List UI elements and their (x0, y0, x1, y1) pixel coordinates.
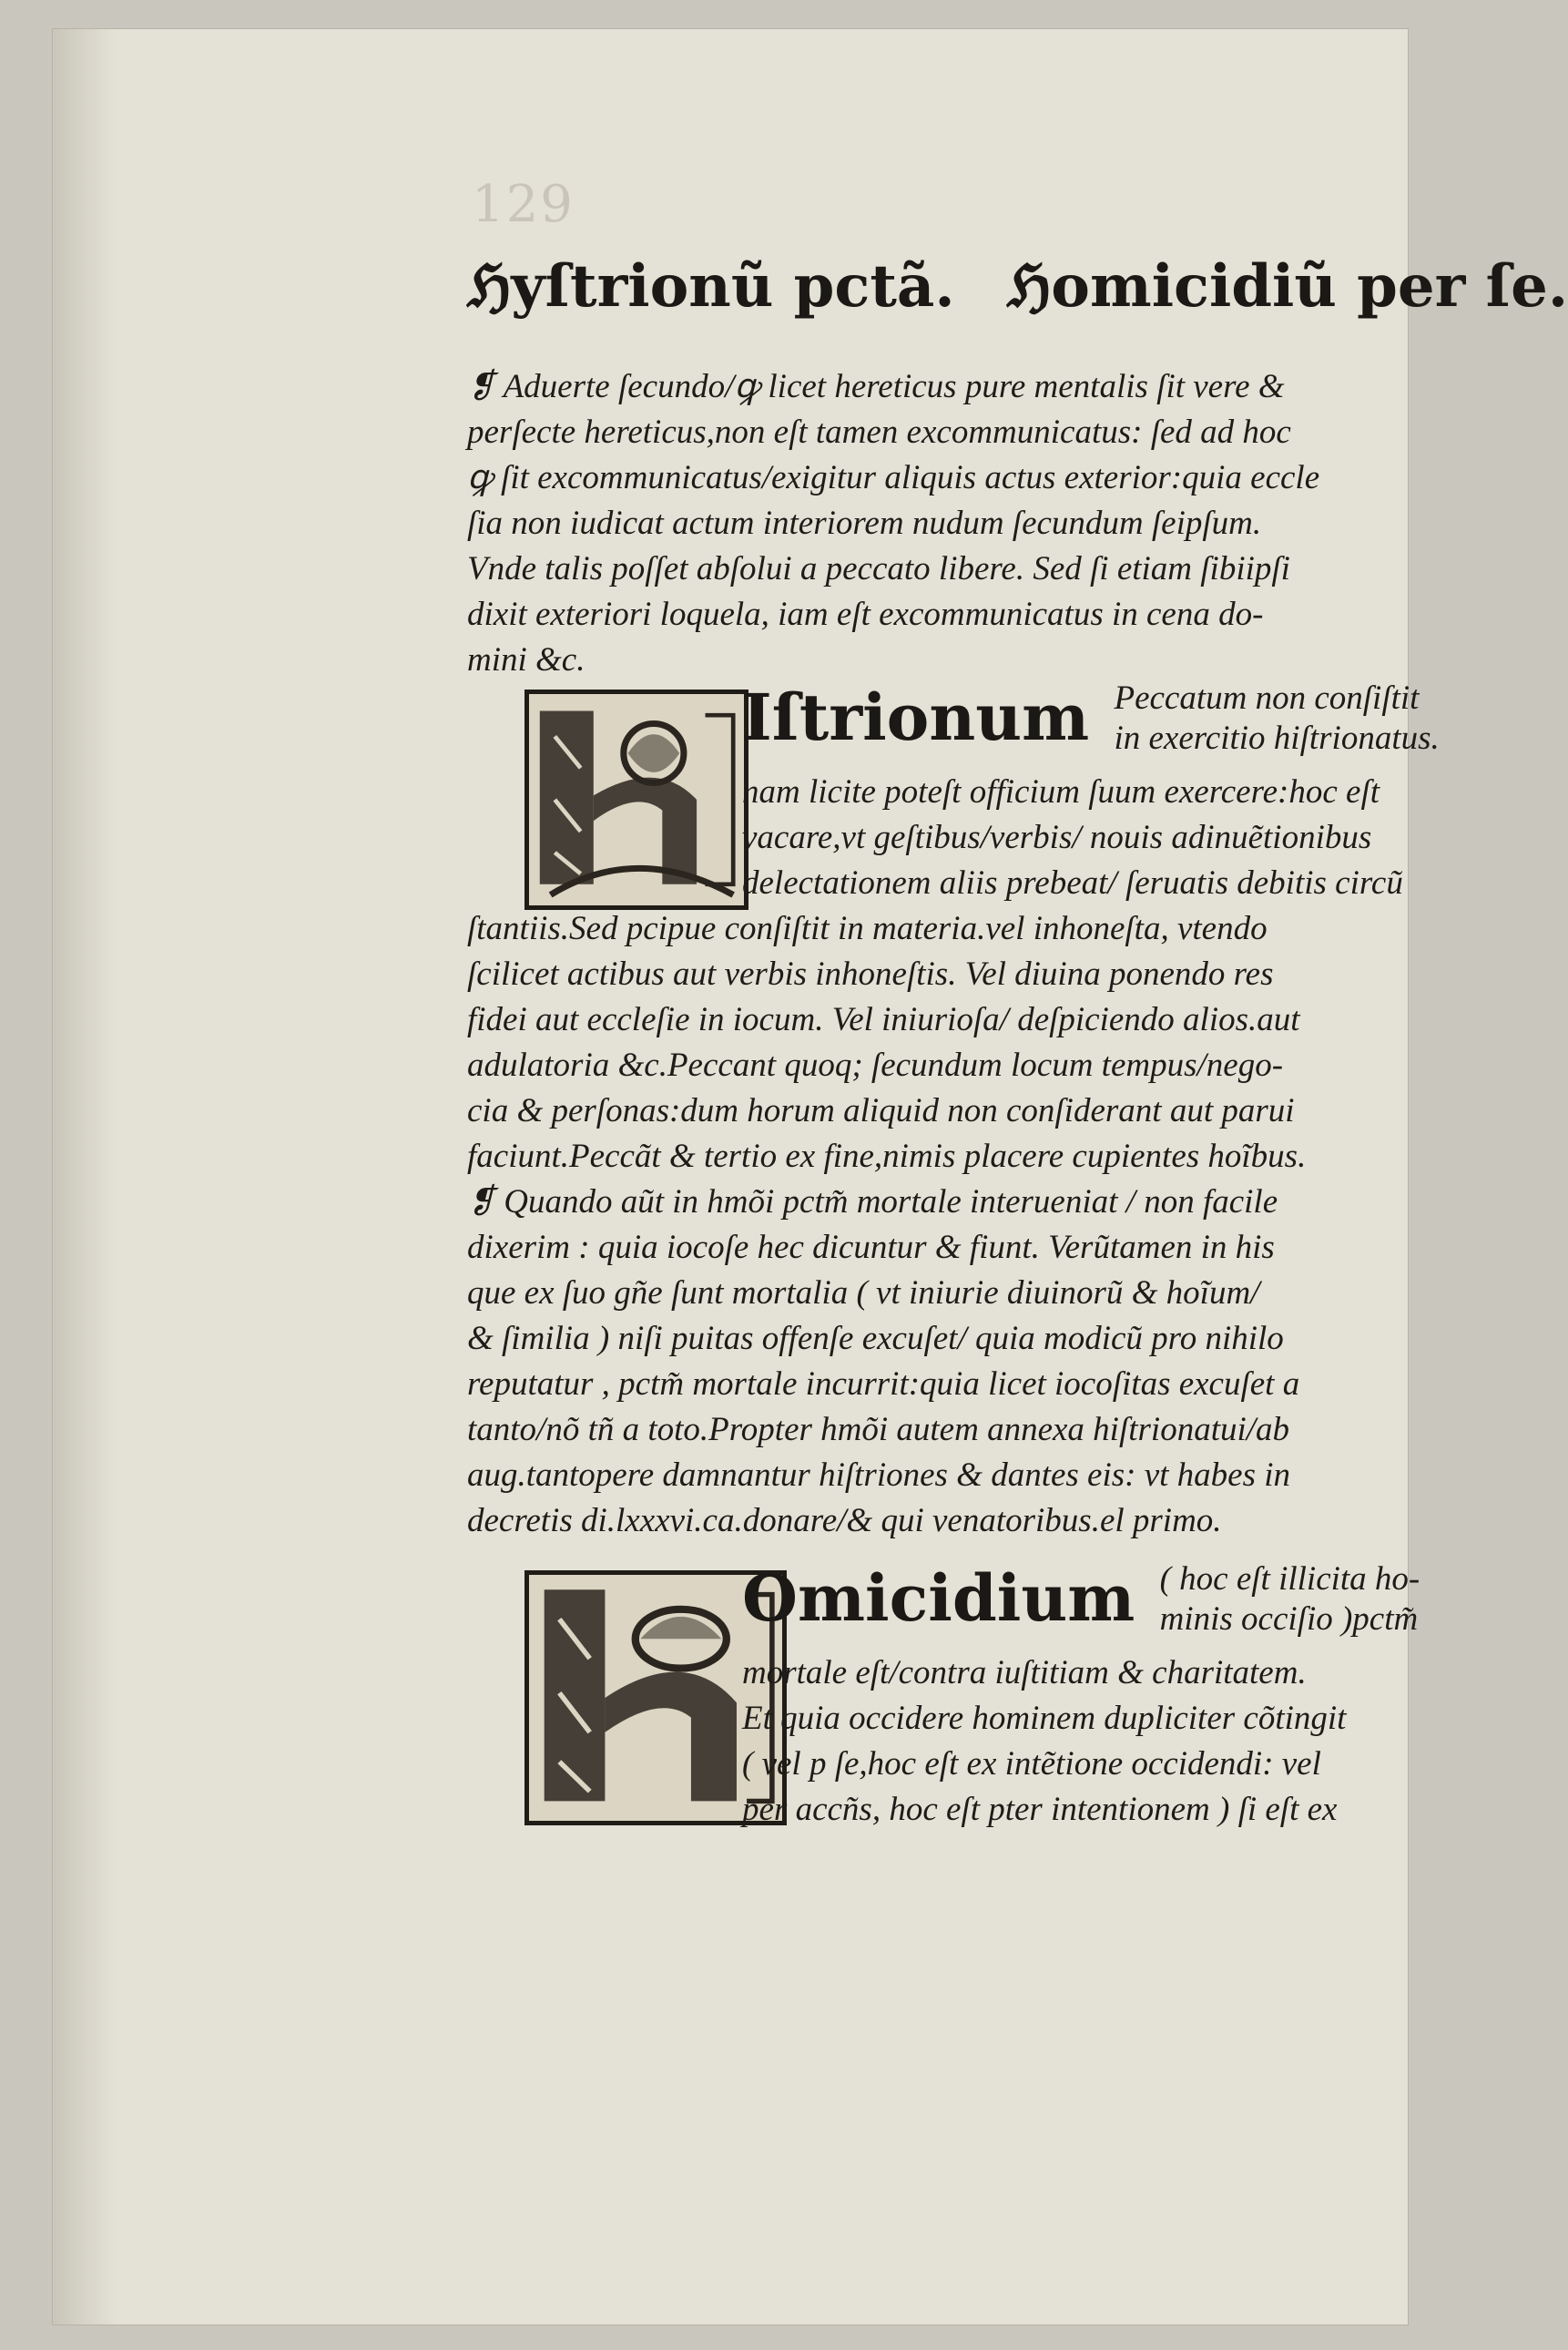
text-line: mortale eſt/contra iuſtitiam & charitatem. (742, 1654, 1307, 1691)
text-line: fidei aut eccleſie in iocum. Vel iniurioſa/ deſpiciendo alios.aut (467, 1001, 1300, 1038)
text-line: ſcilicet actibus aut verbis inhoneſtis. Vel diuina ponendo res (467, 955, 1274, 993)
text-line: vacare,vt geſtibus/verbis/ nouis adinuẽtionibus (742, 819, 1372, 856)
heading-word: Omicidium (742, 1560, 1135, 1636)
text-line: ꝙ ſit excommunicatus/exigitur aliquis actus exterior:quia eccle (467, 459, 1320, 496)
text-line: faciunt.Peccãt & tertio ex fine,nimis placere cupientes hoĩbus. (467, 1138, 1307, 1175)
heading-side-text (1114, 679, 1439, 759)
paragraph-heretics (467, 364, 1443, 683)
heading-side-text (1160, 1559, 1420, 1640)
text-line: perſecte hereticus,non eſt tamen excommunicatus: ſed ad hoc (467, 414, 1291, 451)
text-line: cia & perſonas:dum horum aliquid non conſiderant aut parui (467, 1092, 1295, 1129)
text-line: adulatoria &c.Peccant quoq; ſecundum locum tempus/nego- (467, 1047, 1284, 1084)
folio-number: 129 (472, 175, 575, 234)
section-homicidium (467, 1559, 1443, 1833)
text-line: tanto/nõ tñ a toto.Propter hmõi autem annexa hiſtrionatui/ab (467, 1411, 1290, 1448)
text-line: ſia non iudicat actum interiorem nudum ſecundum ſeipſum. (467, 505, 1262, 542)
running-head-right: ℌomicidiũ per ſe. (1007, 252, 1568, 321)
text-line: Vnde talis poſſet abſolui a peccato libere. Sed ſi etiam ſibiipſi (467, 550, 1290, 588)
text-line: delectationem aliis prebeat/ ſeruatis debitis circũ (742, 864, 1403, 902)
heading-word: Iſtrionum (742, 679, 1090, 755)
text-line: dixerim : quia iocoſe hec dicuntur & fiunt. Verũtamen in his (467, 1229, 1275, 1266)
text-line: ❡ Quando aũt in hmõi pctm̃ mortale interueniat / non facile (467, 1183, 1278, 1221)
book-page (53, 29, 1568, 2324)
text-line: decretis di.lxxxvi.ca.donare/& qui venatoribus.el primo. (467, 1502, 1222, 1539)
text-line: ❡ Aduerte ſecundo/ꝙ licet hereticus pure mentalis ſit vere & (467, 368, 1285, 405)
text-line: ſtantiis.Sed pcipue conſiſtit in materia.vel inhoneſta, vtendo (467, 910, 1268, 947)
text-line: nam licite poteſt officium ſuum exercere:hoc eſt (742, 773, 1380, 811)
section-heading (467, 679, 1443, 770)
text-line: & ſimilia ) niſi puitas offenſe excuſet/ quia modicũ pro nihilo (467, 1320, 1284, 1357)
section-heading (467, 1559, 1443, 1650)
text-line: reputatur , pctm̃ mortale incurrit:quia licet iocoſitas excuſet a (467, 1365, 1300, 1403)
running-head-left: ℌyſtrionũ pctã. (467, 252, 955, 321)
text-line: que ex ſuo gñe ſunt mortalia ( vt iniurie diuinorũ & hoĩum/ (467, 1274, 1260, 1312)
running-head (53, 252, 1568, 334)
text-line: aug.tantopere damnantur hiſtriones & dantes eis: vt habes in (467, 1456, 1291, 1494)
text-line: mini &c. (467, 641, 585, 679)
heading-side-line: minis occiſio )pctm̃ (1159, 1600, 1419, 1638)
heading-side-line: in exercitio hiſtrionatus. (1114, 720, 1440, 757)
heading-side-line: ( hoc eſt illicita ho- (1159, 1560, 1420, 1598)
text-line: per accñs, hoc eſt pter intentionem ) ſi eſt ex (742, 1791, 1338, 1828)
text-line: Et quia occidere hominem dupliciter cõtingit (742, 1700, 1347, 1737)
heading-side-line: Peccatum non conſiſtit (1114, 679, 1420, 717)
text-line: ( vel p ſe,hoc eſt ex intẽtione occidendi: vel (742, 1745, 1321, 1783)
text-line: dixit exteriori loquela, iam eſt excommunicatus in cena do- (467, 596, 1264, 633)
section-histrionum (467, 679, 1443, 1544)
